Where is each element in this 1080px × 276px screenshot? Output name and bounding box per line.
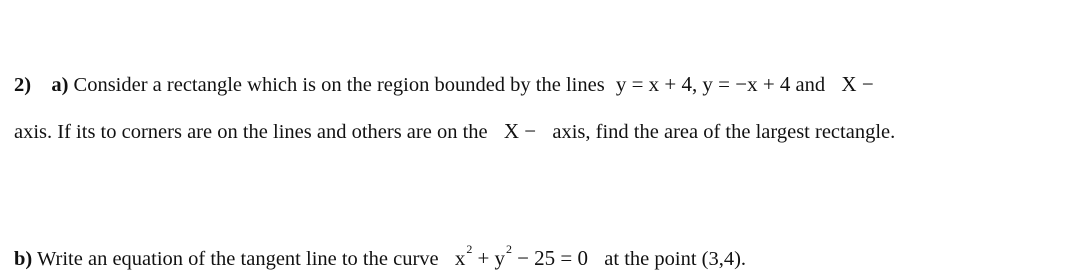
part-a-text-2: axis. If its to corners are on the lines and others are on the bbox=[14, 121, 488, 143]
x-squared-term: $x^2$ bbox=[454, 242, 473, 270]
part-b-line-1 bbox=[14, 241, 746, 271]
part-a-line-2 bbox=[14, 119, 895, 144]
part-a-line-1 bbox=[14, 72, 874, 97]
equation-line-2: y = −x + 4 bbox=[702, 72, 791, 96]
part-b-text-2: at the point (3,4). bbox=[604, 248, 747, 270]
problem-number: 2) bbox=[14, 74, 32, 96]
equation-rest: − 25 = 0 bbox=[517, 246, 589, 270]
x-axis-symbol-2: X − bbox=[503, 119, 537, 143]
part-b-text-1: Write an equation of the tangent line to the curve bbox=[37, 248, 439, 270]
part-a-text-3: axis, find the area of the largest rectangle. bbox=[552, 121, 896, 143]
part-a-text-1: Consider a rectangle which is on the region bounded by the lines bbox=[73, 74, 605, 96]
plus-sign: + bbox=[477, 246, 490, 270]
part-a-label: a) bbox=[51, 74, 69, 96]
part-b-label: b) bbox=[14, 248, 33, 270]
y-squared-term: $y^2$ bbox=[494, 242, 512, 270]
and-text: and bbox=[795, 74, 826, 96]
x-axis-symbol: X − bbox=[841, 72, 874, 96]
equation-line-1: y = x + 4, bbox=[615, 72, 698, 96]
